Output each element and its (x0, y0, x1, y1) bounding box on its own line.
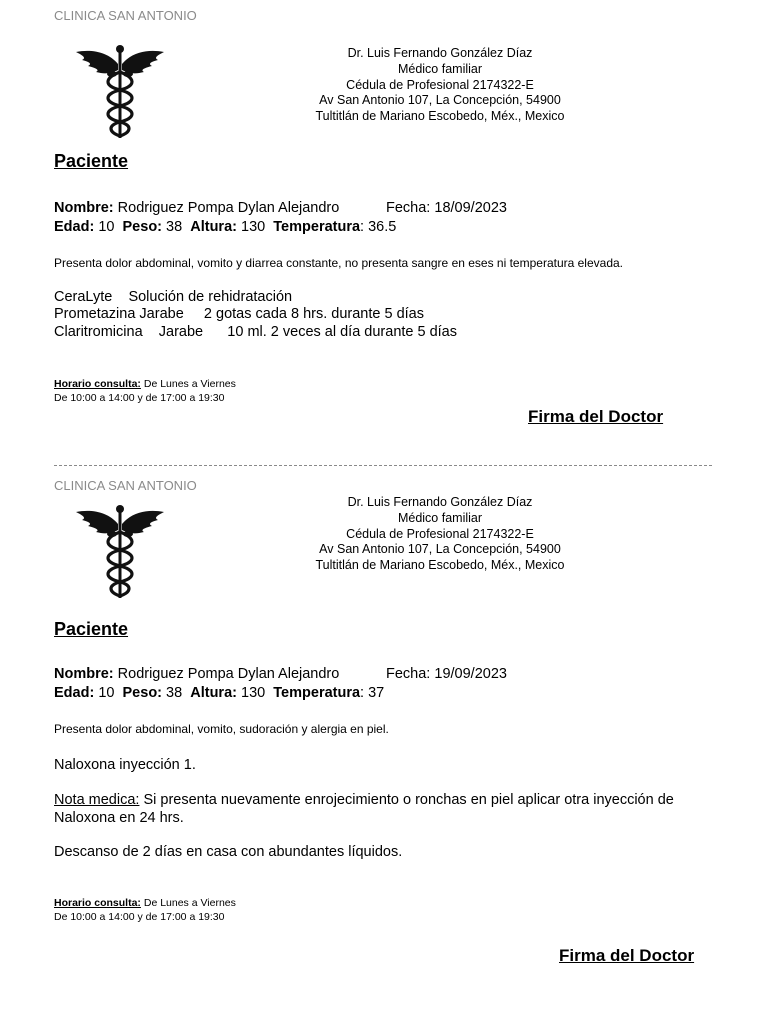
treatment: Naloxona inyección 1. (54, 757, 196, 773)
medication-form: Jarabe (158, 324, 204, 340)
doctor-name: Dr. Luis Fernando González Díaz (347, 495, 533, 509)
schedule-label: Horario consulta: (54, 378, 141, 390)
patient-heading: Paciente (54, 151, 129, 171)
patient-name: Rodriguez Pompa Dylan Alejandro (117, 200, 340, 216)
medication-dose: 2 gotas cada 8 hrs. durante 5 días (203, 306, 424, 322)
temperature-value: : 36.5 (360, 219, 397, 235)
doctor-address: Av San Antonio 107, La Concepción, 54900 (319, 542, 561, 557)
vitals-line (54, 685, 384, 701)
schedule-days: De Lunes a Viernes (140, 897, 236, 909)
doctor-city: Tultitlán de Mariano Escobedo, Méx., Mexico (315, 558, 565, 573)
schedule-label: Horario consulta: (54, 897, 141, 909)
weight-label: Peso: (122, 685, 163, 701)
weight-value: 38 (166, 219, 183, 235)
medical-note (54, 792, 674, 826)
date-label: Fecha: (386, 200, 431, 216)
caduceus-logo-icon (74, 504, 166, 600)
name-label: Nombre: (54, 200, 114, 216)
doctor-specialty: Médico familiar (397, 61, 483, 76)
schedule (54, 896, 236, 924)
age-label: Edad: (54, 685, 95, 701)
date-value: 19/09/2023 (434, 666, 507, 682)
date-label: Fecha: (386, 666, 431, 682)
doctor-city: Tultitlán de Mariano Escobedo, Méx., Mexico (315, 109, 565, 124)
clinic-name: CLINICA SAN ANTONIO (54, 8, 197, 23)
patient-name: Rodriguez Pompa Dylan Alejandro (117, 666, 340, 682)
date-value: 18/09/2023 (434, 200, 507, 216)
temperature-label: Temperatura (273, 219, 361, 235)
height-value: 130 (241, 219, 266, 235)
patient-name-line (54, 200, 339, 216)
patient-name-line (54, 666, 339, 682)
schedule (54, 377, 236, 405)
patient-heading: Paciente (54, 619, 129, 639)
schedule-days: De Lunes a Viernes (140, 378, 236, 390)
height-label: Altura: (190, 685, 237, 701)
clinic-name: CLINICA SAN ANTONIO (54, 478, 197, 493)
note-text: Si presenta nuevamente enrojecimiento o ronchas en piel aplicar otra inyección de (139, 792, 674, 808)
note-text-continued: Naloxona en 24 hrs. (54, 810, 184, 826)
medication-form: Solución de rehidratación (128, 289, 293, 305)
medication-name: Claritromicina (54, 324, 143, 340)
medication-name: CeraLyte (54, 289, 113, 305)
date-line (386, 200, 507, 216)
schedule-times: De 10:00 a 14:00 y de 17:00 a 19:30 (54, 392, 225, 404)
age-label: Edad: (54, 219, 95, 235)
doctor-info (290, 495, 590, 574)
symptoms: Presenta dolor abdominal, vomito, sudoración y alergia en piel. (54, 722, 389, 736)
weight-label: Peso: (122, 219, 163, 235)
name-label: Nombre: (54, 666, 114, 682)
signature-label: Firma del Doctor (528, 407, 664, 426)
height-value: 130 (241, 685, 266, 701)
symptoms: Presenta dolor abdominal, vomito y diarrea constante, no presenta sangre en eses ni temperatura elevada. (54, 256, 624, 270)
medication-dose: 10 ml. 2 veces al día durante 5 días (227, 324, 458, 340)
caduceus-logo-icon (74, 44, 166, 140)
doctor-license: Cédula de Profesional 2174322-E (346, 526, 534, 541)
signature-label: Firma del Doctor (559, 946, 695, 965)
medication-row (54, 324, 457, 340)
rest-instructions: Descanso de 2 días en casa con abundantes líquidos. (54, 844, 403, 860)
weight-value: 38 (166, 685, 183, 701)
temperature-label: Temperatura (273, 685, 361, 701)
doctor-info (290, 46, 590, 125)
doctor-specialty: Médico familiar (397, 510, 483, 525)
medication-row (54, 306, 424, 322)
height-label: Altura: (190, 219, 237, 235)
doctor-name: Dr. Luis Fernando González Díaz (347, 46, 533, 60)
doctor-license: Cédula de Profesional 2174322-E (346, 77, 534, 92)
age-value: 10 (98, 685, 115, 701)
note-label: Nota medica: (54, 792, 140, 808)
medication-row (54, 289, 292, 305)
age-value: 10 (98, 219, 115, 235)
cut-line-divider (54, 465, 712, 466)
vitals-line (54, 219, 396, 235)
schedule-times: De 10:00 a 14:00 y de 17:00 a 19:30 (54, 911, 225, 923)
medication-name: Prometazina Jarabe (54, 306, 184, 322)
date-line (386, 666, 507, 682)
temperature-value: : 37 (360, 685, 385, 701)
doctor-address: Av San Antonio 107, La Concepción, 54900 (319, 93, 561, 108)
